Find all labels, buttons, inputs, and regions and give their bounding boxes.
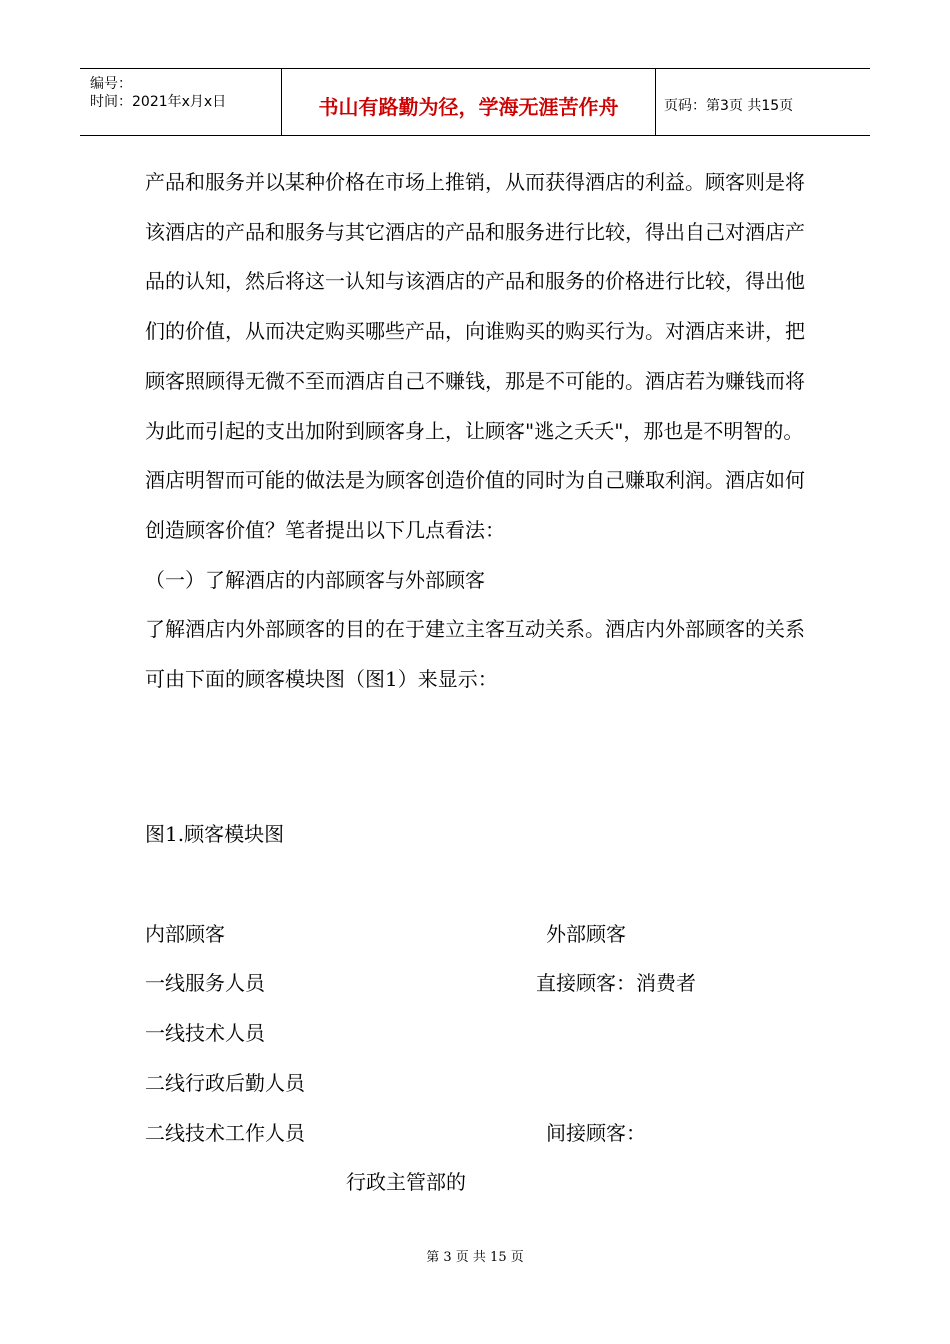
indirect-customer: 间接顾客：	[546, 1121, 646, 1145]
header-page-cell	[656, 69, 870, 135]
direct-customer: 直接顾客：消费者	[536, 971, 696, 995]
date-label: 时间：2021年x月x日	[90, 94, 227, 110]
header-motto: 书山有路勤为径，学海无涯苦作舟	[318, 95, 619, 119]
section-heading: （一）了解酒店的内部顾客与外部顾客	[145, 567, 485, 592]
body-paragraph-1: 产品和服务并以某种价格在市场上推销，从而获得酒店的利益。顾客则是将该酒店的产品和服务与其它酒店的产品和服务进行比较，得出自己对酒店产品的认知，然后将这一认知与该酒店的产品和服务的价格进行比较，得出他们的价值，从而决定购买哪些产品，向谁购买的购买行为。对酒店来讲，把顾客照顾得无微不至而酒店自己不赚钱，那是不可能的。酒店若为赚钱而将为此而引起的支出加附到顾客身上，让顾客"逃之夭夭"，那也是不明智的。酒店明智而可能的做法是为顾客创造价值的同时为自己赚取利润。酒店如何创造顾客价值？笔者提出以下几点看法：	[145, 170, 805, 542]
internal-item-2: 一线技术人员	[145, 1021, 265, 1045]
internal-item-1: 一线服务人员	[145, 971, 265, 995]
header-meta	[80, 69, 282, 135]
page-footer: 第 3 页 共 15 页	[426, 1250, 524, 1265]
internal-item-3: 二线行政后勤人员	[145, 1071, 305, 1095]
page-header	[80, 68, 870, 136]
serial-label: 编号：	[90, 76, 132, 92]
header-page-info: 页码：第3页 共15页	[664, 98, 794, 114]
body-paragraph-2: 了解酒店内外部顾客的目的在于建立主客互动关系。酒店内外部顾客的关系可由下面的顾客模块图（图1）来显示：	[145, 617, 805, 692]
external-customer-title: 外部顾客	[546, 922, 626, 946]
admin-department: 行政主管部的	[346, 1170, 466, 1194]
internal-customer-title: 内部顾客	[145, 922, 225, 946]
internal-item-4: 二线技术工作人员	[145, 1121, 305, 1145]
figure-caption: 图1.顾客模块图	[145, 822, 285, 846]
header-motto-cell	[282, 69, 656, 135]
document-body	[145, 158, 815, 705]
